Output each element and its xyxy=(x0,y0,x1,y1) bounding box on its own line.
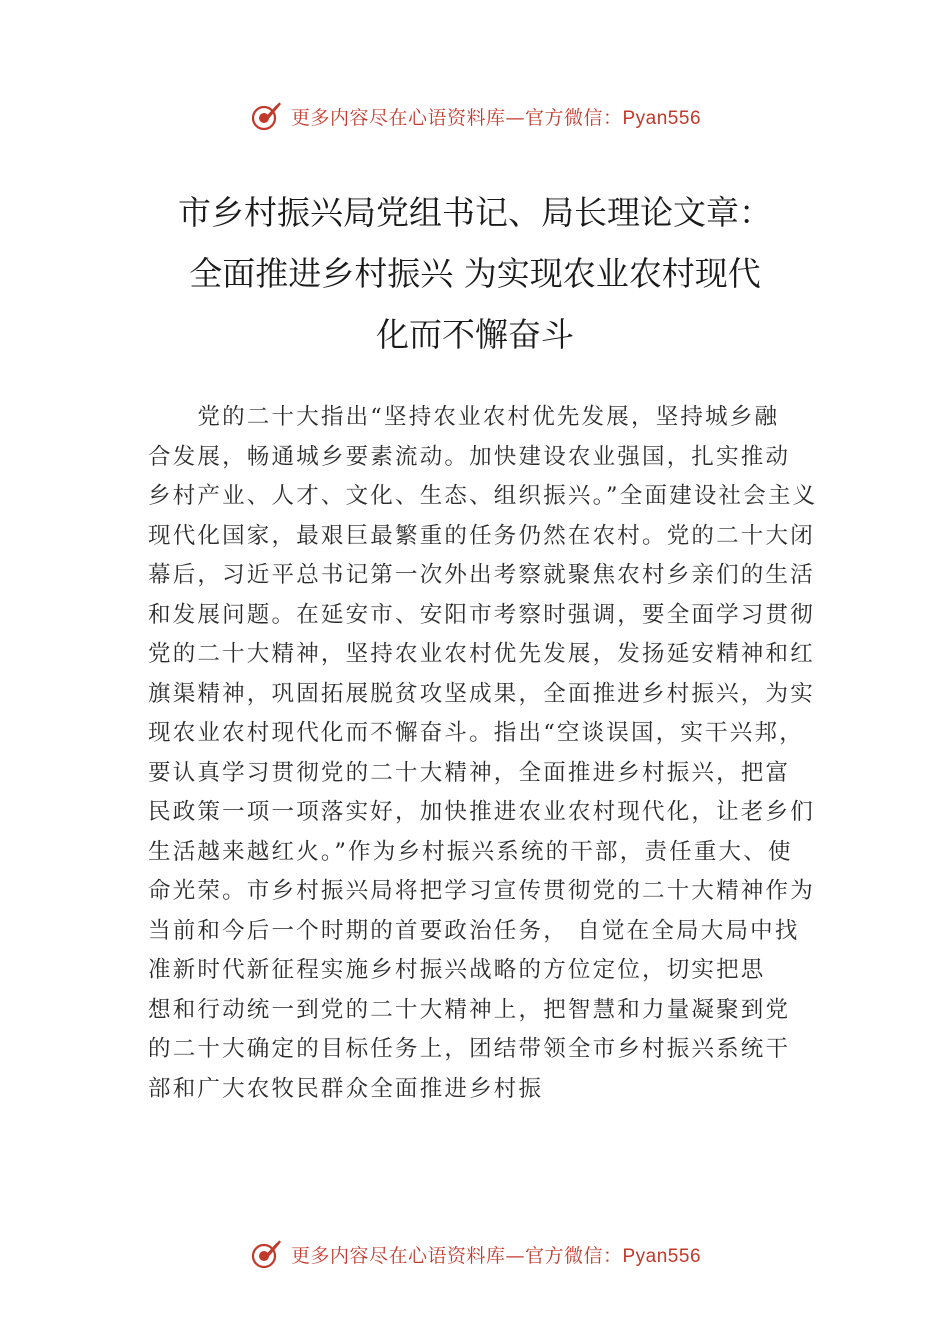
body-line: 党的二十大精神，坚持农业农村优先发展，发扬延安精神和红 xyxy=(148,641,815,667)
body-line: 生活越来越红火。”作为乡村振兴系统的干部，责任重大、使 xyxy=(148,838,793,865)
brand-text: 更多内容尽在心语资料库 xyxy=(290,106,506,129)
title-line-3: 化而不懈奋斗 xyxy=(376,315,574,354)
quill-pen-logo-icon xyxy=(249,98,285,134)
body-line: 乡村产业、人才、文化、生态、组织振兴。”全面建设社会主义 xyxy=(148,483,818,509)
body-line: 当前和今后一个时期的首要政治任务， 自觉在全局大局中找 xyxy=(148,917,800,944)
body-line: 党的二十大指出“坚持农业农村优先发展，坚持城乡融 xyxy=(148,404,780,430)
footer-banner-content xyxy=(249,1236,701,1272)
header-banner xyxy=(0,96,950,136)
wechat-id: Pyan556 xyxy=(622,1245,702,1267)
body-line: 幕后，习近平总书记第一次外出考察就聚焦农村乡亲们的生活 xyxy=(148,562,815,588)
body-line: 的二十大确定的目标任务上，团结带领全市乡村振兴系统干 xyxy=(148,1036,791,1062)
body-line: 现代化国家，最艰巨最繁重的任务仍然在农村。党的二十大闭 xyxy=(148,522,815,549)
body-line: 要认真学习贯彻党的二十大精神，全面推进乡村振兴，把富 xyxy=(148,759,791,786)
body-line: 旗渠精神，巩固拓展脱贫攻坚成果，全面推进乡村振兴，为实 xyxy=(148,680,815,707)
body-line: 和发展问题。在延安市、安阳市考察时强调，要全面学习贯彻 xyxy=(148,601,815,628)
body-line: 合发展，畅通城乡要素流动。加快建设农业强国，扎实推动 xyxy=(148,443,791,470)
body-line: 现农业农村现代化而不懈奋斗。指出“空谈误国，实干兴邦， xyxy=(148,720,804,746)
document-title xyxy=(100,182,850,365)
title-line-2: 全面推进乡村振兴 为实现农业农村现代 xyxy=(189,254,761,293)
body-line: 命光荣。市乡村振兴局将把学习宣传贯彻党的二十大精神作为 xyxy=(148,878,815,904)
body-line: 民政策一项一项落实好，加快推进农业农村现代化，让老乡们 xyxy=(148,799,815,825)
body-paragraph xyxy=(148,398,820,1109)
banner-separator: — xyxy=(505,1244,525,1267)
footer-banner xyxy=(0,1234,950,1274)
header-banner-text xyxy=(291,103,701,130)
wechat-label: 官方微信： xyxy=(524,106,623,129)
body-line: 想和行动统一到党的二十大精神上，把智慧和力量凝聚到党 xyxy=(148,996,791,1023)
body-line: 准新时代新征程实施乡村振兴战略的方位定位，切实把思 xyxy=(148,957,766,983)
banner-separator: — xyxy=(505,106,525,129)
title-line-1: 市乡村振兴局党组书记、局长理论文章： xyxy=(178,193,772,232)
footer-banner-text xyxy=(291,1241,701,1268)
body-line: 部和广大农牧民群众全面推进乡村振 xyxy=(148,1075,544,1102)
wechat-id: Pyan556 xyxy=(622,107,702,129)
brand-text: 更多内容尽在心语资料库 xyxy=(290,1244,506,1267)
wechat-label: 官方微信： xyxy=(524,1244,623,1267)
quill-pen-logo-icon xyxy=(249,1236,285,1272)
header-banner-content xyxy=(249,98,701,134)
